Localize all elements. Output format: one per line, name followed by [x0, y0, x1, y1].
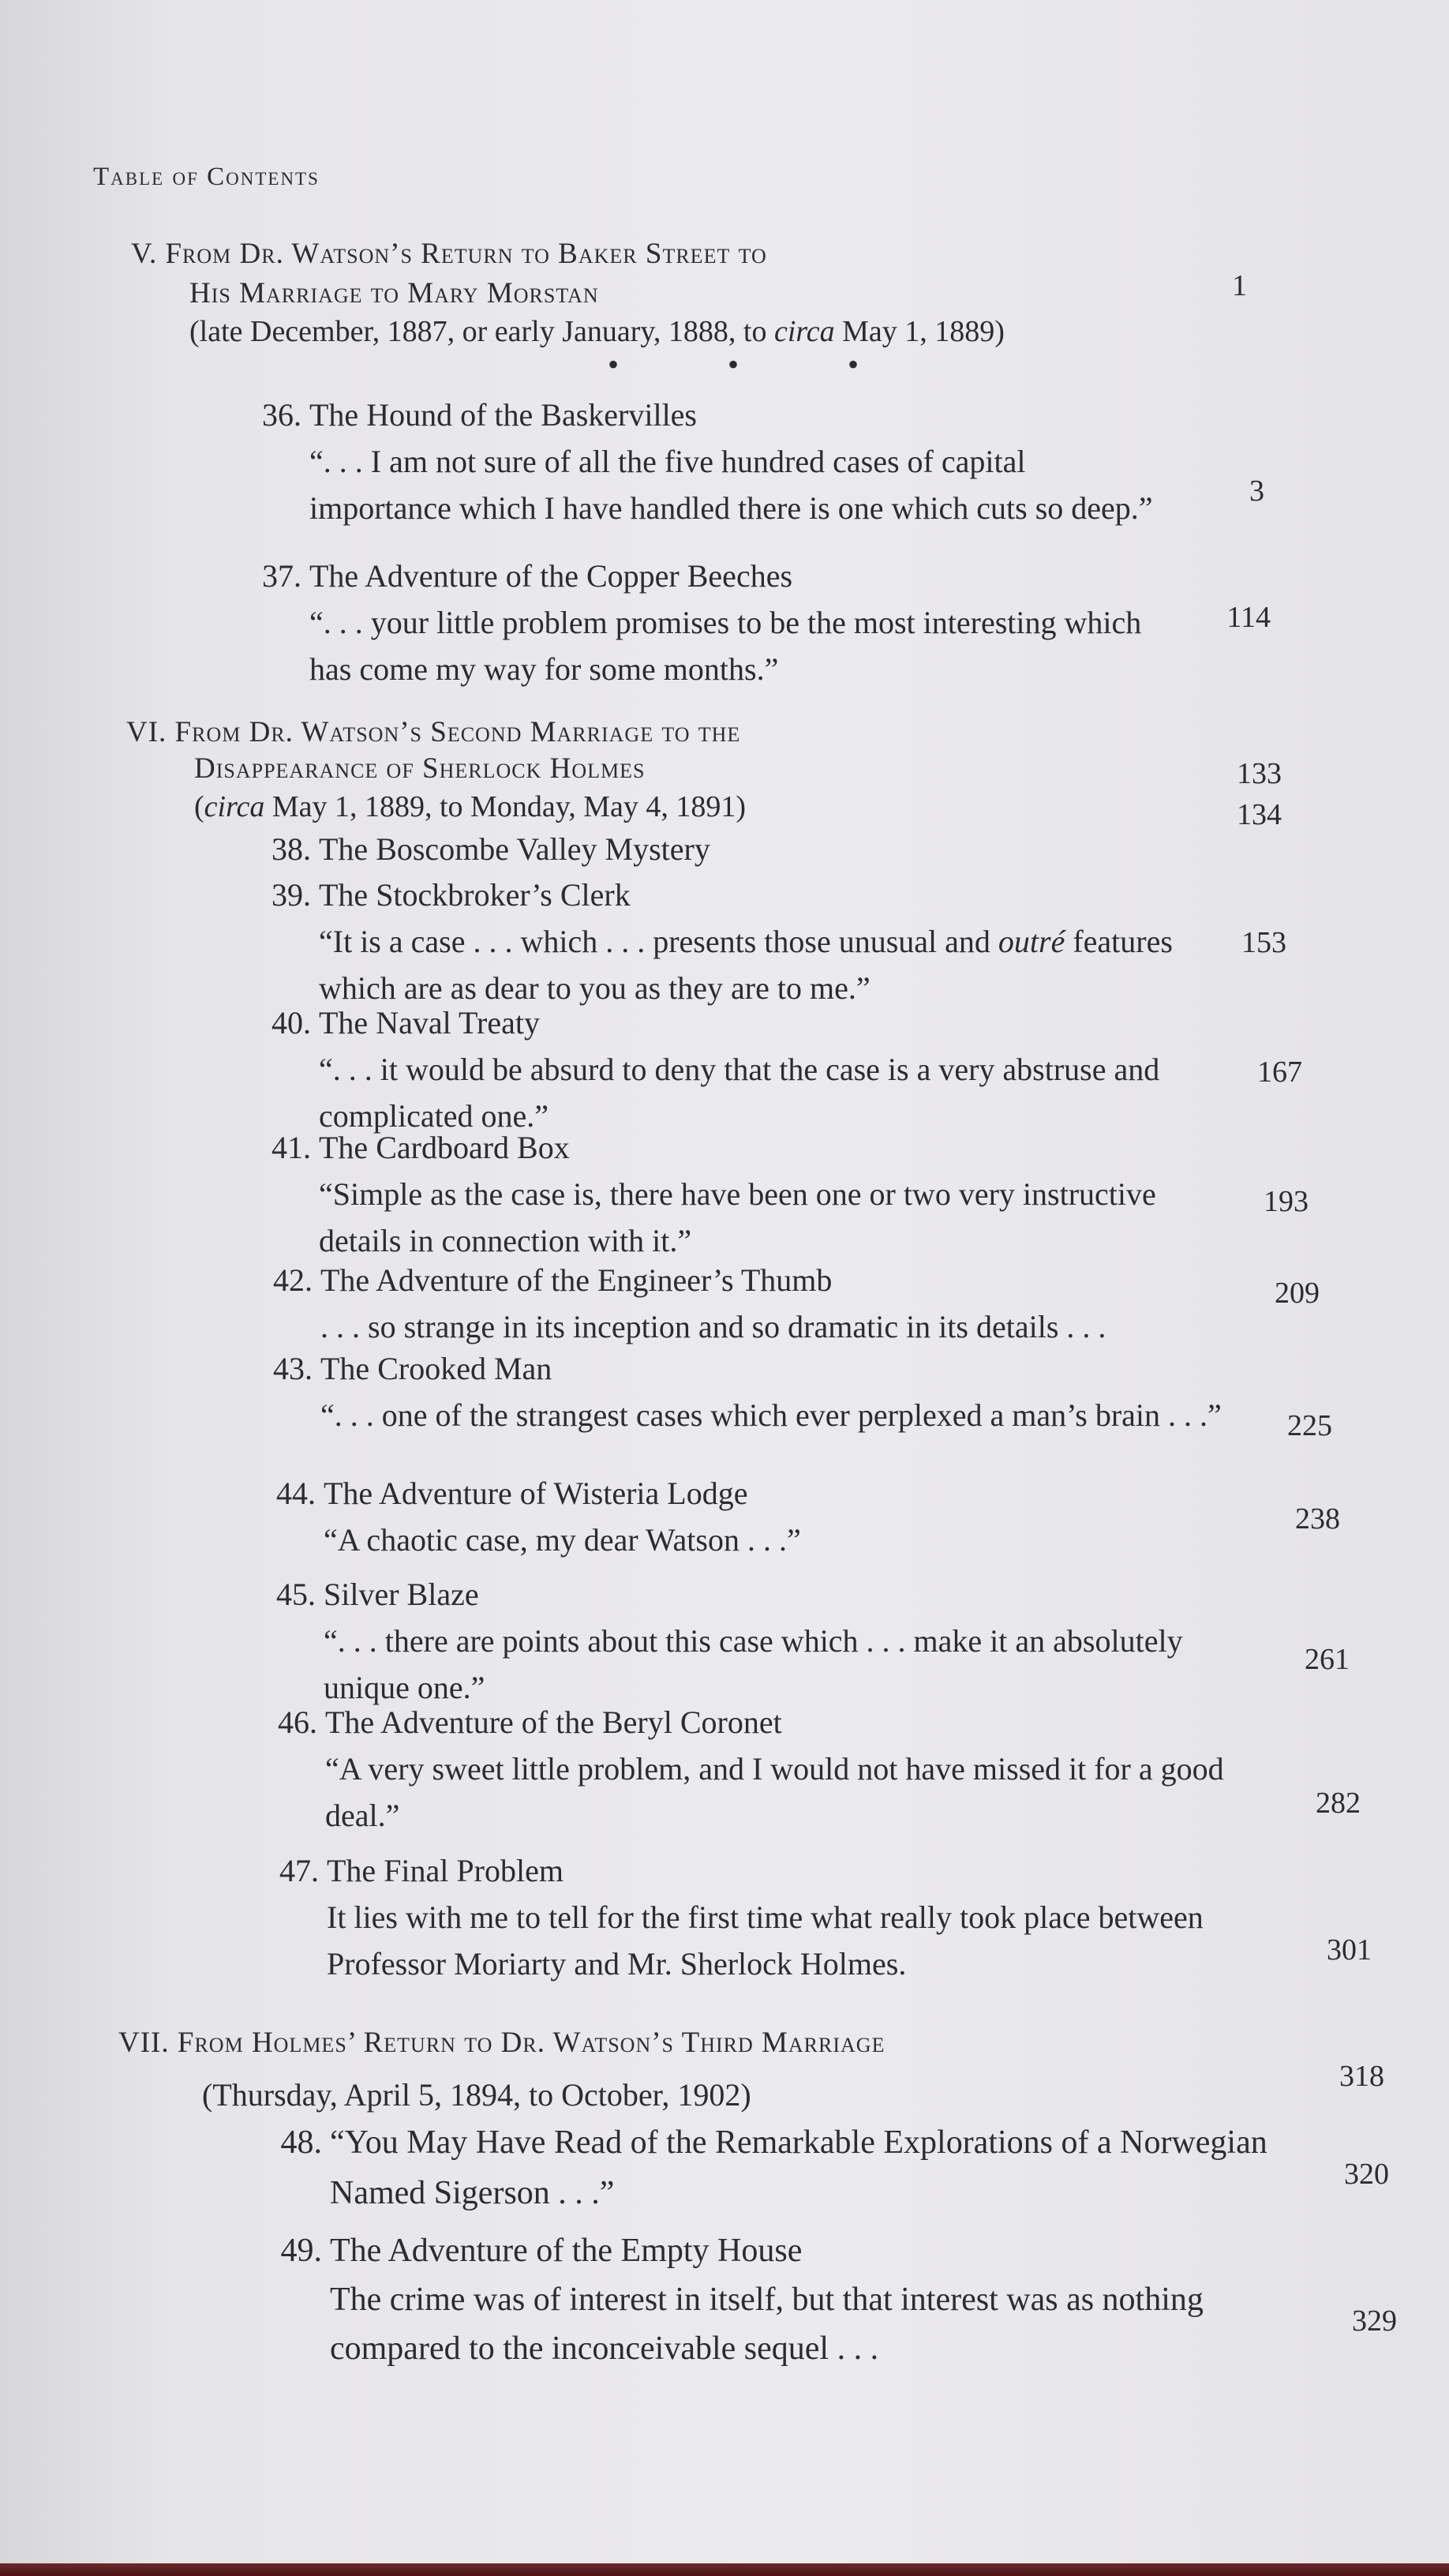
entry-number: 39.	[271, 877, 311, 913]
section-vii-date-range: (Thursday, April 5, 1894, to October, 1902)	[202, 2077, 751, 2113]
toc-entry-41	[246, 1124, 1193, 1264]
entry-number: 41.	[271, 1130, 311, 1165]
entry-quote: “It is a case . . . which . . . presents those unusual and outré features which are as dear to you as they are to me.”	[319, 924, 1173, 1006]
book-cover-edge	[0, 2563, 1449, 2576]
entry-43-page: 225	[1287, 1409, 1332, 1442]
entry-quote: The crime was of interest in itself, but that interest was as nothing compared to the inconceivable sequel . . .	[330, 2282, 1204, 2367]
entry-quote: “. . . there are points about this case which . . . make it an absolutely unique one.”	[324, 1623, 1183, 1705]
entry-title: The Boscombe Valley Mystery	[319, 831, 710, 867]
entry-number: 47.	[279, 1853, 319, 1888]
section-numeral: VII.	[118, 2027, 170, 2059]
section-v-page: 1	[1232, 269, 1247, 302]
toc-entry-40	[246, 999, 1193, 1139]
entry-42-page: 209	[1275, 1277, 1320, 1310]
entry-title: The Crooked Man	[320, 1351, 552, 1386]
toc-entry-42	[248, 1257, 1242, 1350]
section-numeral: VI.	[126, 716, 167, 748]
entry-number: 48.	[280, 2124, 322, 2161]
entry-number: 36.	[262, 397, 301, 433]
toc-entry-45	[251, 1571, 1277, 1711]
entry-title: The Adventure of the Beryl Coronet	[325, 1704, 782, 1740]
section-vi-title	[126, 715, 740, 749]
entry-45-page: 261	[1305, 1643, 1350, 1676]
section-vi-date-range: (circa May 1, 1889, to Monday, May 4, 1891)	[194, 790, 747, 823]
entry-title: The Adventure of the Copper Beeches	[309, 558, 793, 594]
entry-37-page: 114	[1226, 601, 1271, 634]
entry-number: 38.	[271, 831, 311, 867]
entry-title: The Stockbroker’s Clerk	[319, 877, 631, 913]
entry-number: 49.	[280, 2233, 322, 2269]
entry-title: The Adventure of the Empty House	[330, 2233, 803, 2269]
toc-entry-37	[237, 553, 1184, 692]
entry-title: The Naval Treaty	[319, 1005, 540, 1041]
entry-quote: “Simple as the case is, there have been one or two very instructive details in connection with it.”	[319, 1176, 1156, 1258]
entry-quote: “. . . it would be absurd to deny that the case is a very abstruse and complicated one.”	[319, 1052, 1160, 1134]
section-v-title	[131, 237, 767, 271]
entry-quote: . . . so strange in its inception and so dramatic in its details . . .	[320, 1309, 1106, 1344]
entry-40-page: 167	[1257, 1056, 1302, 1089]
entry-39-page: 153	[1241, 926, 1286, 959]
entry-36-page: 3	[1249, 474, 1264, 508]
toc-entry-36	[237, 392, 1184, 531]
toc-entry-38	[246, 826, 1193, 872]
section-vi-subtitle-page: 133	[1237, 757, 1282, 790]
entry-quote: “. . . I am not sure of all the five hundred cases of capital importance which I have handled there is one which cuts so deep.”	[309, 444, 1153, 526]
toc-entry-47	[254, 1847, 1296, 1987]
entry-quote: “. . . your little problem promises to be the most interesting which has come my way for some months.”	[309, 605, 1142, 687]
toc-entry-44	[251, 1470, 1245, 1563]
section-vi-page: 134	[1237, 798, 1282, 831]
section-vi-subtitle: Disappearance of Sherlock Holmes	[194, 752, 646, 785]
toc-entry-48	[257, 2117, 1315, 2218]
entry-46-page: 282	[1316, 1787, 1361, 1820]
entry-quote: It lies with me to tell for the first time what really took place between Professor Moriarty and Mr. Sherlock Holmes.	[327, 1899, 1204, 1982]
section-title-text: From Dr. Watson’s Second Marriage to the	[174, 716, 741, 748]
entry-number: 43.	[273, 1351, 313, 1386]
ornament-dots: • • •	[608, 347, 910, 382]
entry-title: The Cardboard Box	[319, 1130, 570, 1165]
entry-title: Silver Blaze	[324, 1577, 479, 1612]
entry-number: 46.	[278, 1704, 317, 1740]
entry-quote: “A chaotic case, my dear Watson . . .”	[324, 1522, 801, 1558]
section-v-subtitle: His Marriage to Mary Morstan	[189, 277, 599, 309]
page-heading: Table of Contents	[93, 163, 320, 191]
entry-title: “You May Have Read of the Remarkable Explorations of a Norwegian Named Sigerson . . .”	[330, 2124, 1267, 2211]
section-numeral: V.	[131, 238, 158, 270]
entry-title: The Hound of the Baskervilles	[309, 397, 697, 433]
entry-47-page: 301	[1327, 1933, 1372, 1967]
toc-entry-43	[248, 1345, 1258, 1438]
entry-44-page: 238	[1295, 1502, 1340, 1535]
entry-49-page: 329	[1352, 2304, 1397, 2338]
section-vii-page: 318	[1339, 2060, 1384, 2093]
entry-number: 44.	[276, 1475, 316, 1511]
section-title-text: From Dr. Watson’s Return to Baker Street to	[165, 238, 767, 270]
entry-number: 40.	[271, 1005, 311, 1041]
section-vii-title	[118, 2026, 885, 2060]
toc-entry-39	[246, 872, 1193, 1011]
entry-number: 45.	[276, 1577, 316, 1612]
entry-quote: “. . . one of the strangest cases which ever perplexed a man’s brain . . .”	[320, 1397, 1222, 1433]
entry-title: The Adventure of Wisteria Lodge	[324, 1475, 748, 1511]
entry-title: The Final Problem	[327, 1853, 564, 1888]
toc-entry-49	[257, 2226, 1331, 2373]
entry-number: 37.	[262, 558, 301, 594]
section-title-text: From Holmes’ Return to Dr. Watson’s Third Marriage	[177, 2027, 886, 2059]
entry-quote: “A very sweet little problem, and I would not have missed it for a good deal.”	[325, 1751, 1224, 1833]
entry-48-page: 320	[1344, 2158, 1389, 2191]
toc-entry-46	[253, 1699, 1286, 1839]
section-v-date-range: (late December, 1887, or early January, 1888, to circa May 1, 1889)	[189, 315, 1005, 348]
entry-41-page: 193	[1264, 1185, 1309, 1218]
entry-number: 42.	[273, 1262, 313, 1298]
entry-title: The Adventure of the Engineer’s Thumb	[320, 1262, 833, 1298]
